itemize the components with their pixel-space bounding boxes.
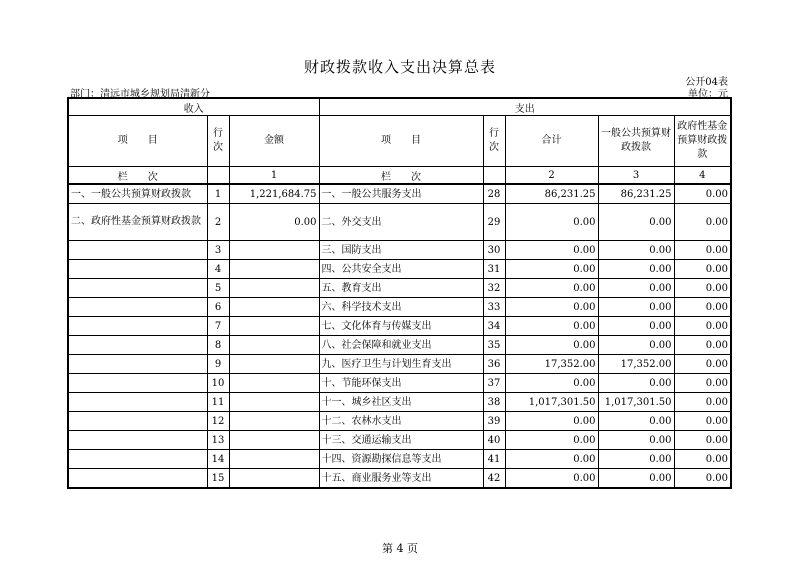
expense-total-cell: 17,352.00 xyxy=(505,355,598,374)
income-line-cell: 3 xyxy=(207,241,229,260)
expense-general-cell: 0.00 xyxy=(598,260,674,279)
expense-item-cell: 一、一般公共服务支出 xyxy=(319,184,483,204)
expense-item-cell: 十四、资源勘探信息等支出 xyxy=(319,450,483,469)
gov-fund-header: 政府性基金预算财政拨款 xyxy=(674,116,731,167)
table-row xyxy=(68,317,731,336)
income-item-cell: 一、一般公共预算财政拨款 xyxy=(68,184,207,204)
expense-general-cell: 0.00 xyxy=(598,298,674,317)
column-number-3: 3 xyxy=(598,167,674,185)
table-row xyxy=(68,279,731,298)
expense-line-cell: 29 xyxy=(483,204,505,241)
expense-total-cell: 0.00 xyxy=(505,374,598,393)
expense-general-cell: 0.00 xyxy=(598,450,674,469)
income-line-cell: 15 xyxy=(207,469,229,489)
expense-general-cell: 0.00 xyxy=(598,336,674,355)
expense-line-header: 行次 xyxy=(483,116,505,167)
table-row xyxy=(68,336,731,355)
income-amount-cell xyxy=(229,450,319,469)
income-line-cell: 12 xyxy=(207,412,229,431)
expense-item-cell: 十五、商业服务业等支出 xyxy=(319,469,483,489)
expense-total-cell: 0.00 xyxy=(505,412,598,431)
expense-line-cell: 40 xyxy=(483,431,505,450)
expense-line-cell: 41 xyxy=(483,450,505,469)
expense-column-label: 栏 次 xyxy=(319,167,483,185)
page-number: 第 4 页 xyxy=(382,542,418,555)
expense-item-cell: 九、医疗卫生与计划生育支出 xyxy=(319,355,483,374)
section-header-row xyxy=(68,98,731,116)
income-amount-cell xyxy=(229,260,319,279)
expense-line-cell: 38 xyxy=(483,393,505,412)
expense-total-cell: 0.00 xyxy=(505,279,598,298)
expense-line-cell: 39 xyxy=(483,412,505,431)
expense-fund-cell: 0.00 xyxy=(674,260,731,279)
income-amount-cell xyxy=(229,393,319,412)
expense-fund-cell: 0.00 xyxy=(674,431,731,450)
expense-fund-cell: 0.00 xyxy=(674,184,731,204)
expense-fund-cell: 0.00 xyxy=(674,469,731,489)
expense-item-cell: 二、外交支出 xyxy=(319,204,483,241)
income-item-cell xyxy=(68,469,207,489)
expense-total-cell: 0.00 xyxy=(505,469,598,489)
table-row xyxy=(68,393,731,412)
table-row xyxy=(68,355,731,374)
expense-item-cell: 六、科学技术支出 xyxy=(319,298,483,317)
expense-item-cell: 七、文化体育与传媒支出 xyxy=(319,317,483,336)
expense-general-cell: 0.00 xyxy=(598,431,674,450)
income-line-cell: 2 xyxy=(207,204,229,241)
expense-total-cell: 86,231.25 xyxy=(505,184,598,204)
expense-line-cell: 32 xyxy=(483,279,505,298)
income-amount-cell xyxy=(229,355,319,374)
income-amount-cell xyxy=(229,279,319,298)
table-row xyxy=(68,298,731,317)
income-amount-cell xyxy=(229,336,319,355)
table-row xyxy=(68,431,731,450)
expense-total-cell: 0.00 xyxy=(505,260,598,279)
column-number-4: 4 xyxy=(674,167,731,185)
expense-total-cell: 0.00 xyxy=(505,450,598,469)
expense-fund-cell: 0.00 xyxy=(674,336,731,355)
total-header: 合计 xyxy=(505,116,598,167)
expense-fund-cell: 0.00 xyxy=(674,450,731,469)
expense-column-blank xyxy=(483,167,505,185)
income-line-cell: 6 xyxy=(207,298,229,317)
table-row xyxy=(68,469,731,489)
table-row xyxy=(68,184,731,204)
unit-label: 单位：元 xyxy=(688,89,728,100)
income-amount-cell xyxy=(229,298,319,317)
column-number-row xyxy=(68,167,731,185)
column-header-row xyxy=(68,116,731,167)
expense-line-cell: 28 xyxy=(483,184,505,204)
income-line-cell: 7 xyxy=(207,317,229,336)
expense-general-cell: 86,231.25 xyxy=(598,184,674,204)
income-column-blank xyxy=(207,167,229,185)
expense-total-cell: 1,017,301.50 xyxy=(505,393,598,412)
financial-summary-table xyxy=(67,97,732,489)
expense-line-cell: 37 xyxy=(483,374,505,393)
income-item-cell xyxy=(68,393,207,412)
column-number-1: 1 xyxy=(229,167,319,185)
income-amount-cell xyxy=(229,431,319,450)
income-section-header: 收入 xyxy=(68,98,319,116)
expense-line-cell: 33 xyxy=(483,298,505,317)
expense-fund-cell: 0.00 xyxy=(674,412,731,431)
expense-fund-cell: 0.00 xyxy=(674,355,731,374)
expense-general-cell: 17,352.00 xyxy=(598,355,674,374)
income-amount-cell: 0.00 xyxy=(229,204,319,241)
income-item-cell: 二、政府性基金预算财政拨款 xyxy=(68,204,207,241)
income-line-header: 行次 xyxy=(207,116,229,167)
expense-item-cell: 十三、交通运输支出 xyxy=(319,431,483,450)
income-item-cell xyxy=(68,412,207,431)
expense-item-cell: 十一、城乡社区支出 xyxy=(319,393,483,412)
income-item-cell xyxy=(68,336,207,355)
income-line-cell: 10 xyxy=(207,374,229,393)
department-label: 部门：清远市城乡规划局清新分 xyxy=(70,89,210,100)
income-amount-cell: 1,221,684.75 xyxy=(229,184,319,204)
expense-fund-cell: 0.00 xyxy=(674,374,731,393)
expense-fund-cell: 0.00 xyxy=(674,317,731,336)
expense-general-cell: 0.00 xyxy=(598,374,674,393)
income-line-cell: 8 xyxy=(207,336,229,355)
report-title: 财政拨款收入支出决算总表 xyxy=(303,58,496,76)
table-row xyxy=(68,412,731,431)
expense-item-cell: 三、国防支出 xyxy=(319,241,483,260)
expense-line-cell: 30 xyxy=(483,241,505,260)
table-row xyxy=(68,260,731,279)
income-line-cell: 5 xyxy=(207,279,229,298)
table-row xyxy=(68,204,731,241)
expense-fund-cell: 0.00 xyxy=(674,298,731,317)
expense-fund-cell: 0.00 xyxy=(674,393,731,412)
income-line-cell: 13 xyxy=(207,431,229,450)
income-line-cell: 9 xyxy=(207,355,229,374)
expense-general-cell: 0.00 xyxy=(598,241,674,260)
expense-item-cell: 五、教育支出 xyxy=(319,279,483,298)
income-line-cell: 1 xyxy=(207,184,229,204)
income-item-cell xyxy=(68,450,207,469)
income-amount-cell xyxy=(229,317,319,336)
table-row xyxy=(68,450,731,469)
income-item-header: 项 目 xyxy=(68,116,207,167)
expense-line-cell: 34 xyxy=(483,317,505,336)
expense-general-cell: 0.00 xyxy=(598,279,674,298)
expense-total-cell: 0.00 xyxy=(505,298,598,317)
table-row xyxy=(68,374,731,393)
expense-total-cell: 0.00 xyxy=(505,317,598,336)
income-item-cell xyxy=(68,298,207,317)
expense-fund-cell: 0.00 xyxy=(674,204,731,241)
income-column-label: 栏 次 xyxy=(68,167,207,185)
expense-item-header: 项 目 xyxy=(319,116,483,167)
expense-item-cell: 十、节能环保支出 xyxy=(319,374,483,393)
income-amount-cell xyxy=(229,241,319,260)
expense-general-cell: 1,017,301.50 xyxy=(598,393,674,412)
income-amount-cell xyxy=(229,374,319,393)
general-budget-header: 一般公共预算财政拨款 xyxy=(598,116,674,167)
income-item-cell xyxy=(68,241,207,260)
expense-general-cell: 0.00 xyxy=(598,317,674,336)
expense-total-cell: 0.00 xyxy=(505,241,598,260)
amount-header: 金额 xyxy=(229,116,319,167)
expense-item-cell: 十二、农林水支出 xyxy=(319,412,483,431)
income-amount-cell xyxy=(229,412,319,431)
expense-item-cell: 八、社会保障和就业支出 xyxy=(319,336,483,355)
income-line-cell: 4 xyxy=(207,260,229,279)
expense-total-cell: 0.00 xyxy=(505,336,598,355)
expense-general-cell: 0.00 xyxy=(598,204,674,241)
form-code: 公开04表 xyxy=(685,77,728,88)
income-item-cell xyxy=(68,279,207,298)
expense-item-cell: 四、公共安全支出 xyxy=(319,260,483,279)
expense-general-cell: 0.00 xyxy=(598,469,674,489)
income-amount-cell xyxy=(229,469,319,489)
expense-section-header: 支出 xyxy=(319,98,731,116)
expense-line-cell: 36 xyxy=(483,355,505,374)
table-row xyxy=(68,241,731,260)
income-item-cell xyxy=(68,355,207,374)
income-item-cell xyxy=(68,431,207,450)
expense-line-cell: 42 xyxy=(483,469,505,489)
income-line-cell: 14 xyxy=(207,450,229,469)
expense-total-cell: 0.00 xyxy=(505,204,598,241)
expense-fund-cell: 0.00 xyxy=(674,241,731,260)
expense-general-cell: 0.00 xyxy=(598,412,674,431)
expense-line-cell: 31 xyxy=(483,260,505,279)
income-item-cell xyxy=(68,260,207,279)
column-number-2: 2 xyxy=(505,167,598,185)
income-item-cell xyxy=(68,317,207,336)
expense-line-cell: 35 xyxy=(483,336,505,355)
expense-fund-cell: 0.00 xyxy=(674,279,731,298)
income-item-cell xyxy=(68,374,207,393)
expense-total-cell: 0.00 xyxy=(505,431,598,450)
income-line-cell: 11 xyxy=(207,393,229,412)
